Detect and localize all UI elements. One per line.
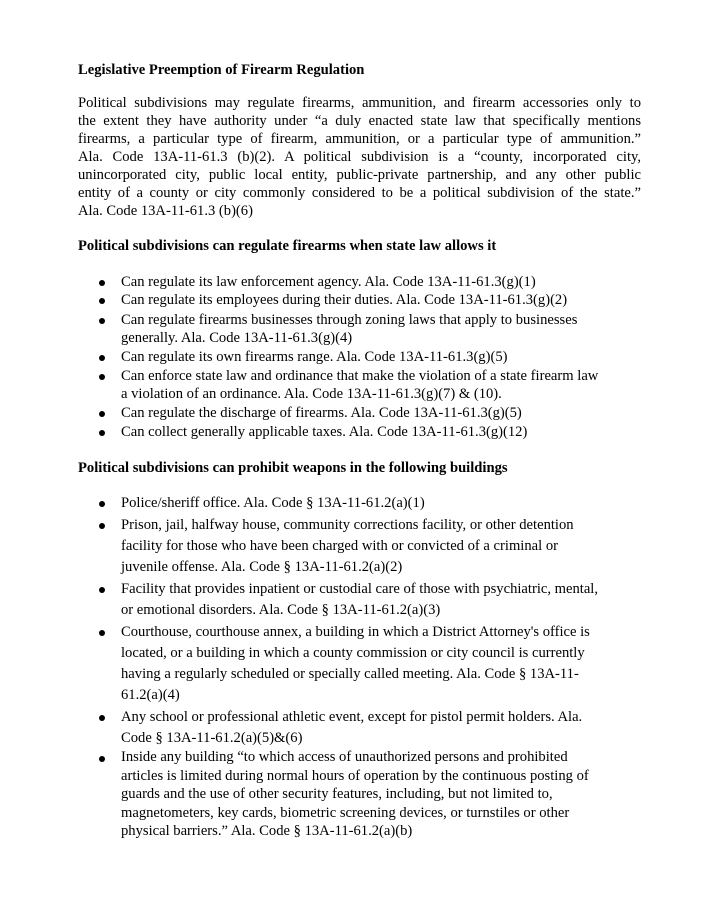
list-item-line: Can enforce state law and ordinance that make the violation of a state firearm law: [121, 368, 599, 384]
list-item-line: generally. Ala. Code 13A-11-61.3(g)(4): [121, 330, 353, 346]
list-item-line: Code § 13A-11-61.2(a)(5)&(6): [121, 730, 303, 746]
intro-line: firearms, a particular type of firearm, ammunition, or a particular type of ammunition.”: [78, 131, 641, 147]
bullet-icon: [99, 318, 105, 324]
intro-paragraph: [78, 94, 641, 220]
intro-line: the extent they have authority under “a duly enacted state law that specifically mentions: [78, 113, 641, 129]
list-item-line: a violation of an ordinance. Ala. Code 13A-11-61.3(g)(7) & (10).: [121, 386, 502, 402]
list-item-line: having a regularly scheduled or specially called meeting. Ala. Code § 13A-11-: [121, 666, 579, 682]
list-item-line: guards and the use of other security features, including, but not limited to,: [121, 786, 553, 802]
list-item-line: Courthouse, courthouse annex, a building in which a District Attorney's office is: [121, 624, 590, 640]
intro-line: Ala. Code 13A-11-61.3 (b)(2). A political subdivision is a “county, incorporated city,: [78, 149, 641, 165]
list-item-line: Any school or professional athletic event, except for pistol permit holders. Ala.: [121, 709, 583, 725]
list-item-line: 61.2(a)(4): [121, 687, 180, 703]
bullet-icon: [99, 715, 105, 721]
bullet-icon: [99, 523, 105, 529]
list-item-line: Can collect generally applicable taxes. Ala. Code 13A-11-61.3(g)(12): [121, 424, 528, 440]
list-item-line: Can regulate its own firearms range. Ala. Code 13A-11-61.3(g)(5): [121, 349, 508, 365]
list-item-line: magnetometers, key cards, biometric screening devices, or turnstiles or other: [121, 804, 570, 821]
intro-line: entity of a county or city commonly considered to be a political subdivision of the state.”: [78, 185, 641, 201]
list-item-line: Can regulate firearms businesses through zoning laws that apply to businesses: [121, 312, 578, 328]
list-item-line: located, or a building in which a county commission or city council is currently: [121, 645, 585, 661]
section2-heading: Political subdivisions can prohibit weapons in the following buildings: [78, 460, 508, 476]
list-item-line: Can regulate its employees during their duties. Ala. Code 13A-11-61.3(g)(2): [121, 292, 568, 308]
list-item-line: articles is limited during normal hours of operation by the continuous posting of: [121, 767, 589, 784]
intro-line: Ala. Code 13A-11-61.3 (b)(6): [78, 203, 253, 219]
list-item-line: Facility that provides inpatient or custodial care of those with psychiatric, mental,: [121, 581, 599, 597]
list-item-line: Can regulate the discharge of firearms. Ala. Code 13A-11-61.3(g)(5): [121, 405, 522, 421]
intro-line: Political subdivisions may regulate firearms, ammunition, and firearm accessories only to: [78, 95, 641, 111]
list-item-line: Inside any building “to which access of unauthorized persons and prohibited: [121, 749, 568, 765]
bullet-icon: [99, 374, 105, 380]
bullet-icon: [99, 630, 105, 636]
bullet-icon: [99, 501, 105, 507]
list-item-line: physical barriers.” Ala. Code § 13A-11-61.2(a)(b): [121, 823, 413, 839]
list-item-line: or emotional disorders. Ala. Code § 13A-11-61.2(a)(3): [121, 602, 441, 618]
document-title: Legislative Preemption of Firearm Regulation: [78, 62, 365, 78]
list-item-line: Prison, jail, halfway house, community corrections facility, or other detention: [121, 517, 574, 533]
list-item-line: Police/sheriff office. Ala. Code § 13A-11-61.2(a)(1): [121, 495, 425, 511]
list-item-line: Can regulate its law enforcement agency. Ala. Code 13A-11-61.3(g)(1): [121, 274, 536, 290]
list-item-line: juvenile offense. Ala. Code § 13A-11-61.2(a)(2): [121, 559, 403, 575]
list-item-line: facility for those who have been charged with or convicted of a criminal or: [121, 538, 558, 554]
bullet-icon: [99, 587, 105, 593]
bullet-icon: [99, 280, 105, 286]
bullet-icon: [99, 430, 105, 436]
bullet-icon: [99, 355, 105, 361]
bullet-icon: [99, 411, 105, 417]
bullet-icon: [99, 298, 105, 304]
section1-heading: Political subdivisions can regulate firearms when state law allows it: [78, 238, 497, 254]
bullet-icon: [99, 756, 105, 762]
intro-line: unincorporated city, public local entity, public-private partnership, and any other public: [78, 167, 641, 183]
